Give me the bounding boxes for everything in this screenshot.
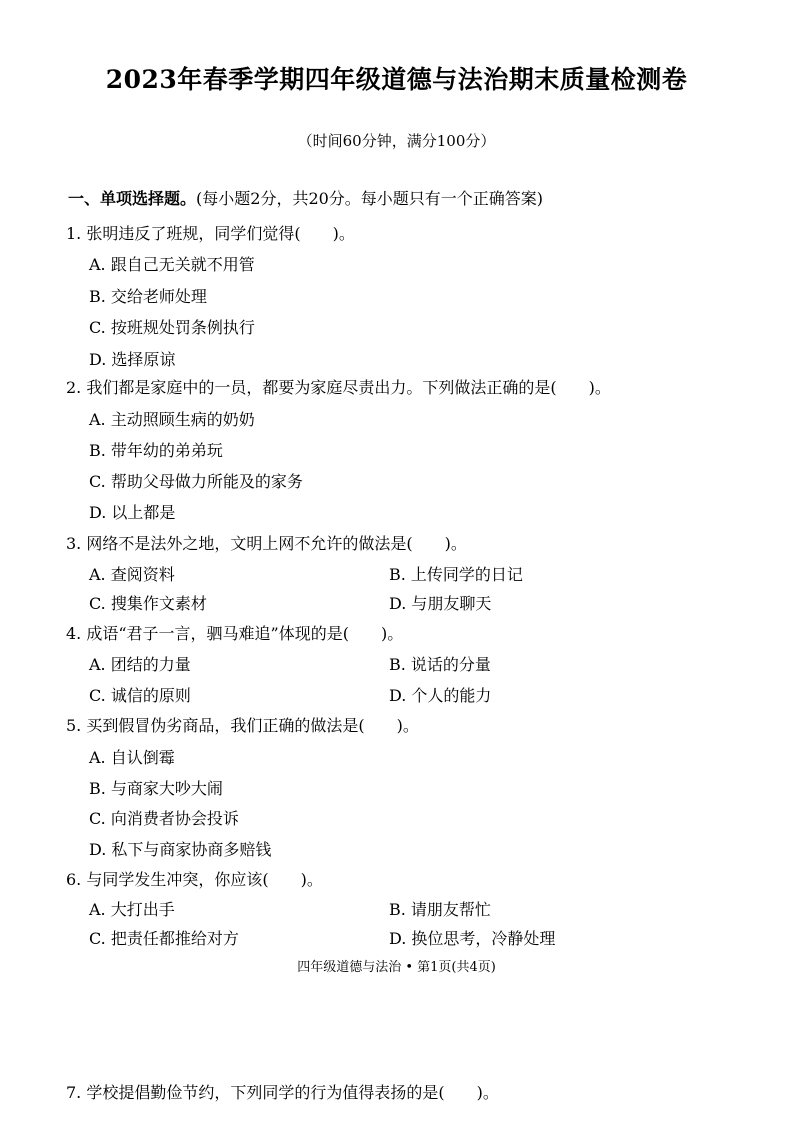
question-3-option-b: B. 上传同学的日记	[389, 565, 523, 584]
question-5-stem: 5. 买到假冒伪劣商品，我们正确的做法是( )。	[66, 716, 419, 735]
section-title: 一、单项选择题。	[68, 189, 197, 208]
question-2-option-d: D. 以上都是	[89, 503, 176, 522]
question-4-stem: 4. 成语“君子一言，驷马难追”体现的是( )。	[66, 624, 404, 643]
question-6-stem: 6. 与同学发生冲突，你应该( )。	[66, 870, 323, 889]
question-1-option-a: A. 跟自己无关就不用管	[89, 255, 255, 274]
question-4-option-a: A. 团结的力量	[89, 655, 191, 674]
question-2-option-c: C. 帮助父母做力所能及的家务	[89, 472, 303, 491]
question-4-option-b: B. 说话的分量	[389, 655, 491, 674]
question-1-stem: 1. 张明违反了班规，同学们觉得( )。	[66, 224, 355, 243]
question-6-option-b: B. 请朋友帮忙	[389, 900, 491, 919]
question-6-option-a: A. 大打出手	[89, 900, 175, 919]
question-4-option-c: C. 诚信的原则	[89, 686, 191, 705]
question-1-option-b: B. 交给老师处理	[89, 287, 207, 306]
question-3-option-c: C. 搜集作文素材	[89, 594, 207, 613]
question-2-stem: 2. 我们都是家庭中的一员，都要为家庭尽责出力。下列做法正确的是( )。	[66, 378, 611, 397]
question-3-stem: 3. 网络不是法外之地，文明上网不允许的做法是( )。	[66, 534, 467, 553]
page-footer: 四年级道德与法治 • 第1页(共4页)	[297, 960, 496, 975]
section-heading	[68, 186, 543, 209]
question-1-option-c: C. 按班规处罚条例执行	[89, 318, 255, 337]
question-5-option-c: C. 向消费者协会投诉	[89, 809, 239, 828]
question-2-option-b: B. 带年幼的弟弟玩	[89, 441, 223, 460]
question-5-option-b: B. 与商家大吵大闹	[89, 779, 223, 798]
question-5-option-d: D. 私下与商家协商多赔钱	[89, 840, 272, 859]
question-5-option-a: A. 自认倒霉	[89, 748, 175, 767]
question-1-option-d: D. 选择原谅	[89, 350, 176, 369]
question-2-option-a: A. 主动照顾生病的奶奶	[89, 410, 255, 429]
question-7-stem: 7. 学校提倡勤俭节约，下列同学的行为值得表扬的是( )。	[66, 1083, 499, 1102]
question-3-option-a: A. 查阅资料	[89, 565, 175, 584]
question-3-option-d: D. 与朋友聊天	[389, 594, 492, 613]
section-note: (每小题2分，共20分。每小题只有一个正确答案)	[196, 189, 544, 208]
exam-info: （时间60分钟，满分100分）	[297, 132, 496, 150]
page-title: 2023年春季学期四年级道德与法治期末质量检测卷	[105, 65, 688, 94]
question-4-option-d: D. 个人的能力	[389, 686, 492, 705]
question-6-option-c: C. 把责任都推给对方	[89, 929, 239, 948]
question-6-option-d: D. 换位思考，冷静处理	[389, 929, 556, 948]
